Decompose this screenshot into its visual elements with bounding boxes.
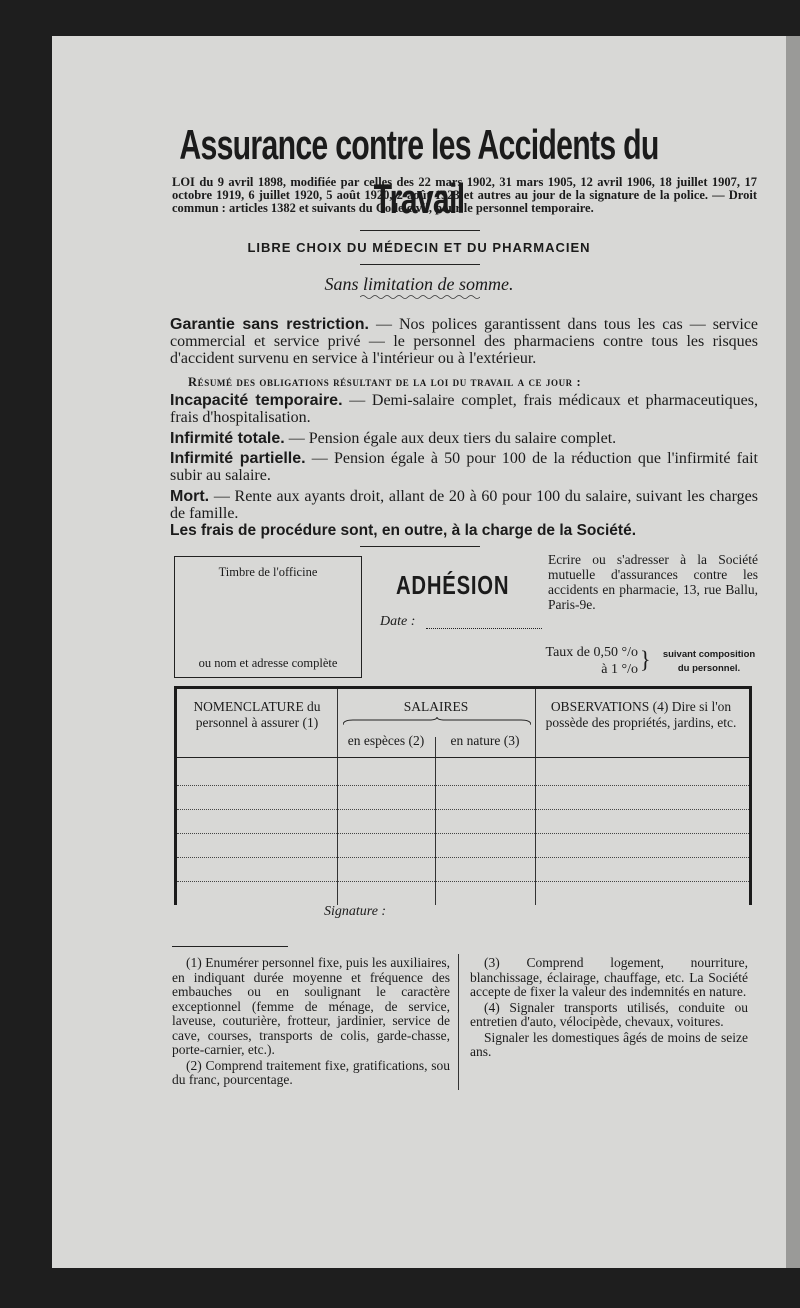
taux-block	[518, 644, 638, 678]
timbre-label: Timbre de l'officine	[218, 565, 318, 579]
item-text: — Demi-salaire complet, frais médicaux et pharmaceutiques, frais d'hospitalisation.	[170, 392, 759, 426]
date-label: Date :	[380, 614, 416, 629]
item-infirmite-partielle	[170, 450, 758, 484]
ecrire-address: Ecrire ou s'adresser à la Société mutuelle d'assurances contre les accidents en pharmacie, 13, rue Ballu, Paris-9e.	[548, 552, 758, 612]
header-salaires: SALAIRES	[403, 699, 469, 714]
header-rule	[177, 757, 749, 758]
divider	[360, 546, 480, 547]
item-text: — Pension égale à 50 pour 100 de la réduction que l'infirmité fait subir au salaire.	[170, 450, 759, 484]
item-label: Mort.	[170, 488, 210, 505]
footnote-2: (2) Comprend traitement fixe, gratifications, sou du franc, pourcentage.	[172, 1057, 450, 1087]
timbre-address-label: ou nom et adresse complète	[198, 656, 338, 670]
page-title: Assurance contre les Accidents du Travail	[179, 121, 659, 222]
libre-choix-heading: LIBRE CHOIX DU MÉDECIN ET DU PHARMACIEN	[247, 240, 591, 255]
footnote-1: (1) Enumérer personnel fixe, puis les auxiliaires, en indiquant durée moyenne et fréquence des embauches ou en soulignant le caractère exceptionnel (femme de ménage, de service, laveuse, couturière, frotteur, jardinier, service de cave, courses, transports de colis, garde-chasse, porte-carnier, etc.).	[172, 955, 450, 1057]
item-text: — Rente aux ayants droit, allant de 20 à 60 pour 100 du salaire, suivant les charges de famille.	[170, 488, 758, 522]
garantie-label: Garantie sans restriction.	[170, 316, 369, 333]
adhesion-heading: ADHÉSION	[396, 570, 510, 600]
divider	[360, 230, 480, 231]
item-incapacite	[170, 392, 758, 426]
item-infirmite-totale	[170, 430, 758, 447]
column-divider	[535, 689, 536, 905]
header-nomenclature: NOMENCLATURE du personnel à assurer (1)	[193, 699, 321, 730]
document-page	[52, 36, 786, 1268]
item-label: Incapacité temporaire.	[170, 392, 343, 409]
resume-heading: Résumé des obligations résultant de la loi du travail a ce jour :	[188, 375, 582, 389]
footnote-3: (3) Comprend logement, nourriture, blanchissage, éclairage, chauffage, etc. La Société accepte de fixer la valeur des indemnités en nature.	[470, 955, 748, 999]
footnote-divider	[172, 946, 288, 947]
table-row[interactable]	[177, 881, 749, 882]
column-divider	[337, 689, 338, 905]
sans-limitation: Sans limitation de somme.	[324, 274, 514, 294]
garantie-paragraph	[170, 316, 758, 367]
footnote-5: Signaler les domestiques âgés de moins de seize ans.	[470, 1029, 748, 1059]
table-row[interactable]	[177, 785, 749, 786]
header-nature: en nature (3)	[450, 733, 520, 748]
table-row[interactable]	[177, 809, 749, 810]
wavy-underline	[360, 294, 480, 300]
item-label: Infirmité partielle.	[170, 450, 306, 467]
footnotes-left	[172, 956, 450, 1089]
taux-line-2: à 1 °/o	[601, 662, 638, 677]
item-mort	[170, 488, 758, 522]
header-especes: en espèces (2)	[347, 733, 425, 748]
page-edge	[786, 36, 800, 1268]
footnote-column-divider	[458, 954, 459, 1090]
table-row[interactable]	[177, 833, 749, 834]
footnote-4: (4) Signaler transports utilisés, conduite ou entretien d'auto, vélocipède, chevaux, voitures.	[470, 999, 748, 1029]
brace-icon: }	[640, 645, 651, 674]
personnel-table	[174, 686, 752, 905]
timbre-box[interactable]	[174, 556, 362, 678]
salaires-brace	[343, 717, 531, 727]
table-row[interactable]	[177, 857, 749, 858]
loi-paragraph: LOI du 9 avril 1898, modifiée par celles des 22 mars 1902, 31 mars 1905, 12 avril 1906, 18 juillet 1907, 17 octobre 1919, 6 juillet 1920, 5 août 1920, 2 août 1923 et autres au jour de la signature de la police. — Droit commun : articles 1382 et suivants du Code civil, pour le personnel temporaire.	[172, 175, 757, 215]
suivant-line-2: du personnel.	[677, 663, 741, 674]
garantie-text: — Nos polices garantissent dans tous les cas — service commercial et service privé — le personnel des pharmaciens contre tous les risques d'accident survenu en service à l'intérieur ou à l'extérieur.	[170, 316, 758, 367]
column-divider	[435, 737, 436, 905]
suivant-line-1: suivant composition	[662, 649, 756, 660]
frais-line: Les frais de procédure sont, en outre, à la charge de la Société.	[170, 522, 637, 539]
date-field[interactable]	[426, 628, 542, 629]
divider	[360, 264, 480, 265]
suivant-note	[654, 648, 764, 676]
taux-line-1: Taux de 0,50 °/o	[545, 645, 638, 660]
item-label: Infirmité totale.	[170, 430, 285, 447]
footnotes-right	[470, 956, 748, 1061]
header-observations: OBSERVATIONS (4) Dire si l'on possède des propriétés, jardins, etc.	[545, 699, 737, 730]
signature-label: Signature :	[324, 904, 387, 919]
item-text: — Pension égale aux deux tiers du salaire complet.	[284, 430, 617, 447]
